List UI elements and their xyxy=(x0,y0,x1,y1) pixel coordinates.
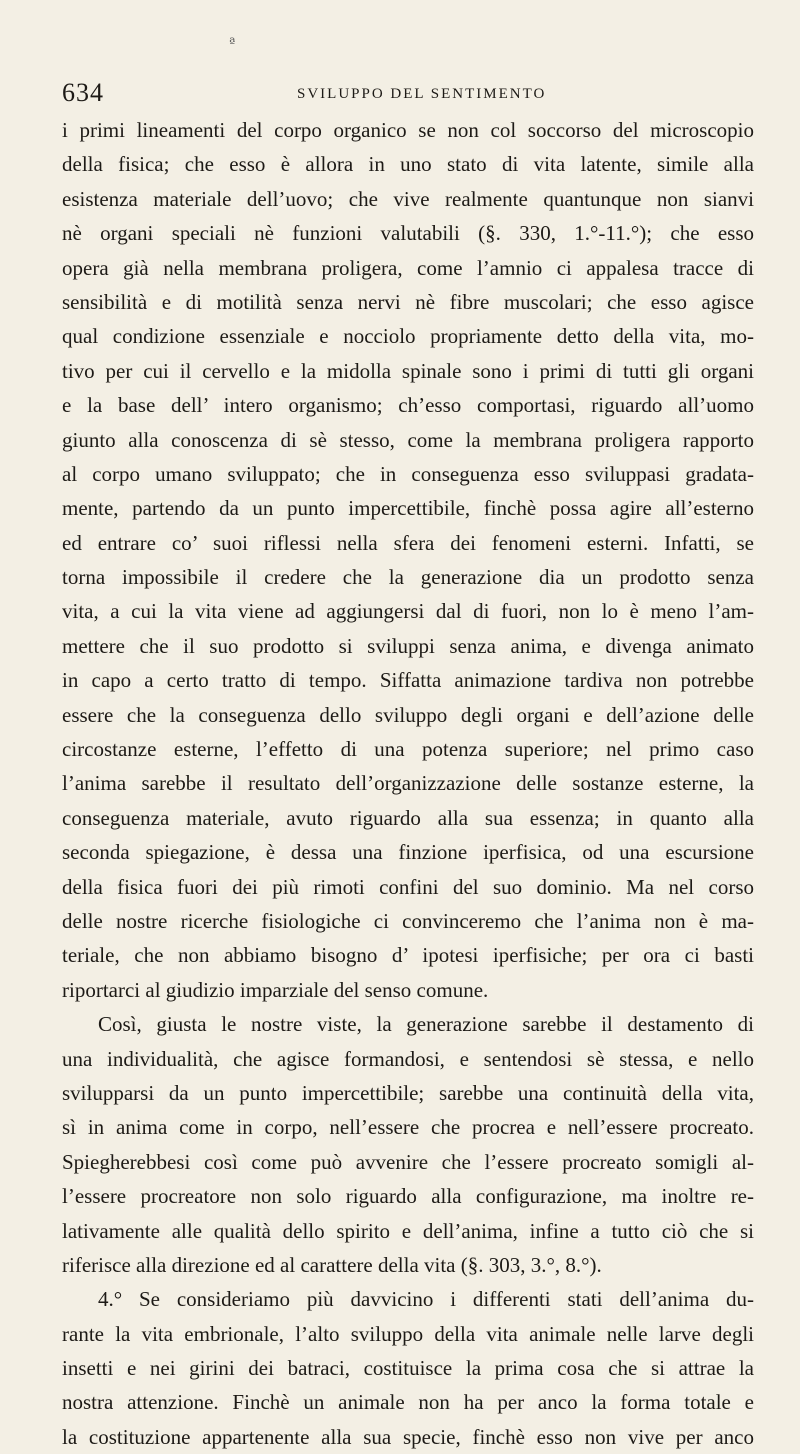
text-line: i primi lineamenti del corpo organico se non col soccorso del microscopio xyxy=(62,118,754,142)
text-line: tivo per cui il cervello e la midolla spinale sono i primi di tutti gli organi xyxy=(62,358,754,383)
text-line: 4.° Se consideriamo più davvicino i differenti stati dell’anima du- xyxy=(98,1287,754,1312)
text-line: essere che la conseguenza dello sviluppo degli organi e dell’azione delle xyxy=(62,702,754,727)
text-line: sì in anima come in corpo, nell’essere che procrea e nell’essere procreato. xyxy=(62,1115,754,1140)
text-line: teriale, che non abbiamo bisogno d’ ipotesi iperfisiche; per ora ci basti xyxy=(62,943,754,968)
text-line: ed entrare co’ suoi riflessi nella sfera dei fenomeni esterni. Infatti, se xyxy=(62,530,754,555)
text-line: svilupparsi da un punto impercettibile; sarebbe una continuità della vita, xyxy=(62,1080,754,1105)
text-line: l’essere procreatore non solo riguardo alla configurazione, ma inoltre re- xyxy=(62,1184,754,1209)
text-line: la costituzione appartenente alla sua specie, finchè esso non vive per anco xyxy=(62,1424,754,1449)
text-line: circostanze esterne, l’effetto di una potenza superiore; nel primo caso xyxy=(62,737,754,762)
text-line: esistenza materiale dell’uovo; che vive realmente quantunque non sianvi xyxy=(62,186,754,211)
text-line: al corpo umano sviluppato; che in conseguenza esso sviluppasi gradata- xyxy=(62,461,754,486)
page-header xyxy=(62,78,752,108)
body-text xyxy=(62,113,754,1454)
text-line: sensibilità e di motilità senza nervi nè fibre muscolari; che esso agisce xyxy=(62,289,754,314)
text-line: riportarci al giudizio imparziale del senso comune. xyxy=(62,977,489,1002)
running-head: SVILUPPO DEL SENTIMENTO xyxy=(297,86,547,102)
text-line: mettere che il suo prodotto si sviluppi senza anima, e divenga animato xyxy=(62,633,754,658)
text-line: rante la vita embrionale, l’alto sviluppo della vita animale nelle larve degli xyxy=(62,1321,754,1346)
text-line: riferisce alla direzione ed al carattere della vita (§. 303, 3.°, 8.°). xyxy=(62,1252,602,1277)
text-line: nè organi speciali nè funzioni valutabili (§. 330, 1.°-11.°); che esso xyxy=(62,221,754,246)
text-line: opera già nella membrana proligera, come l’amnio ci appalesa tracce di xyxy=(62,255,754,280)
text-line: seconda spiegazione, è dessa una finzione iperfisica, od una escursione xyxy=(62,840,754,865)
text-line: e la base dell’ intero organismo; ch’esso comportasi, riguardo all’uomo xyxy=(62,393,754,418)
text-line: lativamente alle qualità dello spirito e dell’anima, infine a tutto ciò che si xyxy=(62,1218,754,1243)
text-line: insetti e nei girini dei batraci, costituisce la prima cosa che si attrae la xyxy=(62,1356,754,1381)
text-line: della fisica; che esso è allora in uno stato di vita latente, simile alla xyxy=(62,152,754,177)
text-line: qual condizione essenziale e nocciolo propriamente detto della vita, mo- xyxy=(62,324,754,349)
text-line: l’anima sarebbe il resultato dell’organizzazione delle sostanze esterne, la xyxy=(62,771,754,796)
text-line: mente, partendo da un punto impercettibile, finchè possa agire all’esterno xyxy=(62,496,754,521)
text-line: torna impossibile il credere che la generazione dia un prodotto senza xyxy=(62,565,754,590)
text-line: delle nostre ricerche fisiologiche ci convinceremo che l’anima non è ma- xyxy=(62,908,754,933)
text-line: in capo a certo tratto di tempo. Siffatta animazione tardiva non potrebbe xyxy=(62,668,754,693)
text-line: conseguenza materiale, avuto riguardo alla sua essenza; in quanto alla xyxy=(62,805,754,830)
text-line: una individualità, che agisce formandosi, e sentendosi sè stessa, e nello xyxy=(62,1046,754,1071)
text-line: della fisica fuori dei più rimoti confini del suo dominio. Ma nel corso xyxy=(62,874,754,899)
text-line: Così, giusta le nostre viste, la generazione sarebbe il destamento di xyxy=(98,1012,754,1037)
page-number: 634 xyxy=(62,78,104,107)
text-line: giunto alla conoscenza di sè stesso, come la membrana proligera rapporto xyxy=(62,427,754,452)
text-line: Spiegherebbesi così come può avvenire che l’essere procreato somigli al- xyxy=(62,1149,754,1174)
text-line: nostra attenzione. Finchè un animale non ha per anco la forma totale e xyxy=(62,1390,754,1415)
page-mark: ª xyxy=(229,36,236,51)
text-line: vita, a cui la vita viene ad aggiungersi dal di fuori, non lo è meno l’am- xyxy=(62,599,754,624)
